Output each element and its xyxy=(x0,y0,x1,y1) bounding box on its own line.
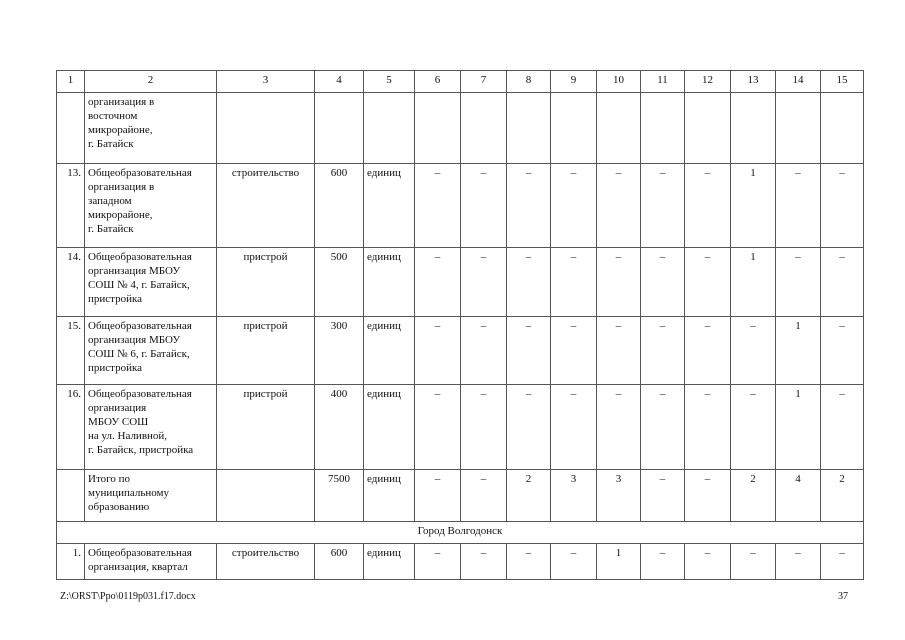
table-row xyxy=(57,93,864,164)
unit: единиц xyxy=(364,544,415,580)
year-value: – xyxy=(415,470,461,522)
year-value: – xyxy=(461,317,507,385)
header-cell: 8 xyxy=(507,71,551,93)
section-row xyxy=(57,522,864,544)
table-row xyxy=(57,164,864,248)
object-name: Итого по муниципальному образованию xyxy=(85,470,217,522)
year-value xyxy=(821,93,864,164)
year-value: – xyxy=(776,544,821,580)
object-name: Общеобразовательная организация, квартал xyxy=(85,544,217,580)
row-number: 13. xyxy=(57,164,85,248)
year-value: – xyxy=(821,164,864,248)
year-value: 3 xyxy=(551,470,597,522)
year-value: – xyxy=(415,317,461,385)
year-value: – xyxy=(461,385,507,470)
table-row xyxy=(57,317,864,385)
header-cell: 9 xyxy=(551,71,597,93)
year-value: 4 xyxy=(776,470,821,522)
capacity: 600 xyxy=(315,164,364,248)
year-value xyxy=(507,93,551,164)
capacity: 400 xyxy=(315,385,364,470)
year-value: – xyxy=(461,544,507,580)
total-row xyxy=(57,470,864,522)
year-value: – xyxy=(685,317,731,385)
year-value: – xyxy=(641,164,685,248)
row-number xyxy=(57,470,85,522)
year-value: 1 xyxy=(731,164,776,248)
work-type xyxy=(217,93,315,164)
year-value: 1 xyxy=(731,248,776,317)
header-cell: 7 xyxy=(461,71,507,93)
year-value: 2 xyxy=(507,470,551,522)
footer-file-path: Z:\ORST\Ppo\0119p031.f17.docx xyxy=(60,591,196,602)
object-name: Общеобразовательная организация МБОУ СОШ № 4, г. Батайск, пристройка xyxy=(85,248,217,317)
year-value: – xyxy=(507,248,551,317)
row-number: 1. xyxy=(57,544,85,580)
year-value: – xyxy=(641,317,685,385)
table-row xyxy=(57,544,864,580)
year-value: 1 xyxy=(597,544,641,580)
year-value: – xyxy=(551,544,597,580)
section-title: Город Волгодонск xyxy=(57,522,864,544)
data-table xyxy=(56,70,864,580)
year-value: – xyxy=(597,385,641,470)
row-number: 14. xyxy=(57,248,85,317)
work-type xyxy=(217,470,315,522)
capacity: 500 xyxy=(315,248,364,317)
unit: единиц xyxy=(364,385,415,470)
year-value: 2 xyxy=(731,470,776,522)
year-value: – xyxy=(685,164,731,248)
year-value: – xyxy=(415,164,461,248)
year-value: – xyxy=(685,470,731,522)
header-cell: 12 xyxy=(685,71,731,93)
year-value: – xyxy=(551,248,597,317)
year-value xyxy=(685,93,731,164)
header-cell: 13 xyxy=(731,71,776,93)
year-value: – xyxy=(821,317,864,385)
year-value: 2 xyxy=(821,470,864,522)
unit: единиц xyxy=(364,248,415,317)
capacity: 600 xyxy=(315,544,364,580)
year-value: – xyxy=(461,470,507,522)
object-name: организация в восточном микрорайоне, г. Батайск xyxy=(85,93,217,164)
year-value: – xyxy=(507,317,551,385)
year-value xyxy=(551,93,597,164)
unit xyxy=(364,93,415,164)
year-value: – xyxy=(685,248,731,317)
year-value: – xyxy=(641,544,685,580)
unit: единиц xyxy=(364,317,415,385)
object-name: Общеобразовательная организация МБОУ СОШ на ул. Наливной, г. Батайск, пристройка xyxy=(85,385,217,470)
year-value: – xyxy=(507,164,551,248)
object-name: Общеобразовательная организация МБОУ СОШ № 6, г. Батайск, пристройка xyxy=(85,317,217,385)
capacity: 300 xyxy=(315,317,364,385)
header-cell: 1 xyxy=(57,71,85,93)
header-cell: 10 xyxy=(597,71,641,93)
year-value: – xyxy=(507,385,551,470)
year-value: – xyxy=(821,385,864,470)
year-value: – xyxy=(461,248,507,317)
year-value: – xyxy=(776,164,821,248)
year-value xyxy=(641,93,685,164)
header-cell: 3 xyxy=(217,71,315,93)
header-cell: 6 xyxy=(415,71,461,93)
year-value: – xyxy=(731,317,776,385)
year-value: – xyxy=(551,164,597,248)
year-value: – xyxy=(551,385,597,470)
year-value: – xyxy=(641,385,685,470)
capacity xyxy=(315,93,364,164)
year-value: – xyxy=(507,544,551,580)
year-value: – xyxy=(821,248,864,317)
year-value: – xyxy=(685,385,731,470)
year-value: 3 xyxy=(597,470,641,522)
work-type: строительство xyxy=(217,164,315,248)
header-cell: 4 xyxy=(315,71,364,93)
year-value: – xyxy=(641,248,685,317)
table-row xyxy=(57,385,864,470)
year-value: – xyxy=(415,385,461,470)
capacity: 7500 xyxy=(315,470,364,522)
year-value: – xyxy=(415,248,461,317)
year-value xyxy=(776,93,821,164)
year-value: – xyxy=(685,544,731,580)
year-value xyxy=(731,93,776,164)
row-number: 15. xyxy=(57,317,85,385)
year-value: – xyxy=(731,544,776,580)
table-body xyxy=(57,71,864,580)
work-type: пристрой xyxy=(217,317,315,385)
year-value: 1 xyxy=(776,317,821,385)
year-value: – xyxy=(461,164,507,248)
year-value: – xyxy=(597,248,641,317)
year-value: – xyxy=(597,164,641,248)
unit: единиц xyxy=(364,470,415,522)
year-value xyxy=(415,93,461,164)
work-type: пристрой xyxy=(217,248,315,317)
footer-page-number: 37 xyxy=(838,591,848,602)
year-value: – xyxy=(597,317,641,385)
header-cell: 5 xyxy=(364,71,415,93)
year-value: – xyxy=(641,470,685,522)
row-number xyxy=(57,93,85,164)
header-row xyxy=(57,71,864,93)
row-number: 16. xyxy=(57,385,85,470)
unit: единиц xyxy=(364,164,415,248)
year-value: 1 xyxy=(776,385,821,470)
header-cell: 15 xyxy=(821,71,864,93)
header-cell: 11 xyxy=(641,71,685,93)
header-cell: 2 xyxy=(85,71,217,93)
year-value: – xyxy=(415,544,461,580)
year-value: – xyxy=(821,544,864,580)
year-value: – xyxy=(776,248,821,317)
work-type: строительство xyxy=(217,544,315,580)
header-cell: 14 xyxy=(776,71,821,93)
work-type: пристрой xyxy=(217,385,315,470)
table-row xyxy=(57,248,864,317)
year-value: – xyxy=(551,317,597,385)
year-value xyxy=(461,93,507,164)
year-value xyxy=(597,93,641,164)
object-name: Общеобразовательная организация в западном микрорайоне, г. Батайск xyxy=(85,164,217,248)
year-value: – xyxy=(731,385,776,470)
